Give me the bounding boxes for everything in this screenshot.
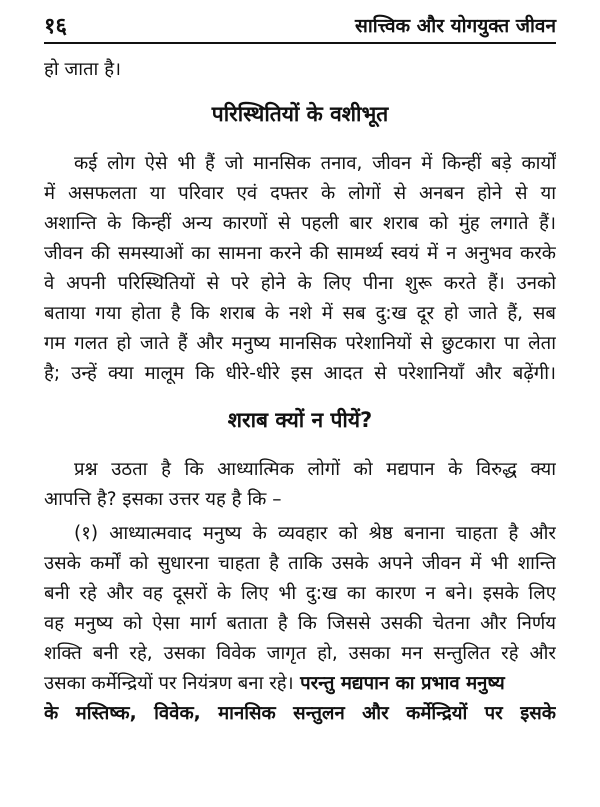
paragraph-line: वे अपनी परिस्थितियों से परे होने के लिए पीना शुरू करते हैं। उनको: [44, 273, 556, 294]
paragraph-line: उसके कर्मों को सुधारना चाहता है ताकि उसके अपने जीवन में भी शान्ति: [44, 553, 556, 574]
paragraph-line-mixed: [44, 672, 556, 696]
section-heading-2: शराब क्यों न पीयें?: [227, 408, 373, 432]
paragraph-line: में असफलता या परिवार एवं दफ्तर के लोगों से अनबन होने से या: [44, 183, 556, 204]
paragraph-line: है; उन्हें क्या मालूम कि धीरे-धीरे इस आदत से परेशानियाँ और बढ़ेंगी।: [44, 363, 556, 384]
page-header: [44, 8, 556, 44]
paragraph-line: बनी रहे और वह दूसरों के लिए भी दु:ख का कारण न बने। इसके लिए: [44, 583, 556, 604]
line-bold-part: परन्तु मद्यपान का प्रभाव मनुष्य: [293, 673, 505, 694]
paragraph-line: जीवन की समस्याओं का सामना करने की सामर्थ्य स्वयं में न अनुभव करके: [44, 243, 556, 264]
page-number: १६: [44, 14, 67, 39]
paragraph-line: आपत्ति है? इसका उत्तर यह है कि –: [44, 489, 282, 510]
paragraph-line-bold: के मस्तिष्क, विवेक, मानसिक सन्तुलन और कर्मेन्द्रियों पर इसके: [44, 703, 556, 724]
paragraph-line: (१) आध्यात्मवाद मनुष्य के व्यवहार को श्रेष्ठ बनाना चाहता है और: [74, 523, 556, 544]
paragraph-line: शक्ति बनी रहे, उसका विवेक जागृत हो, उसका मन सन्तुलित रहे और: [44, 643, 556, 664]
paragraph-line: वह मनुष्य को ऐसा मार्ग बताता है कि जिससे उसकी चेतना और निर्णय: [44, 613, 556, 634]
running-title: सात्त्विक और योगयुक्त जीवन: [354, 15, 556, 37]
paragraph-line: कई लोग ऐसे भी हैं जो मानसिक तनाव, जीवन में किन्हीं बड़े कार्यों: [74, 153, 556, 174]
paragraph-line: प्रश्न उठता है कि आध्यात्मिक लोगों को मद्यपान के विरुद्ध क्या: [74, 459, 556, 480]
section-heading-1: परिस्थितियों के वशीभूत: [211, 102, 389, 126]
intro-line: हो जाता है।: [44, 59, 122, 80]
paragraph-line: अशान्ति के किन्हीं अन्य कारणों से पहली बार शराब को मुंह लगाते हैं।: [44, 213, 556, 234]
paragraph-line: गम गलत हो जाते हैं और मनुष्य मानसिक परेशानियों से छुटकारा पा लेता: [44, 333, 556, 354]
paragraph-line: बताया गया होता है कि शराब के नशे में सब दु:ख दूर हो जाते हैं, सब: [44, 303, 556, 324]
line-normal-part: उसका कर्मेन्द्रियों पर नियंत्रण बना रहे।: [44, 673, 294, 694]
